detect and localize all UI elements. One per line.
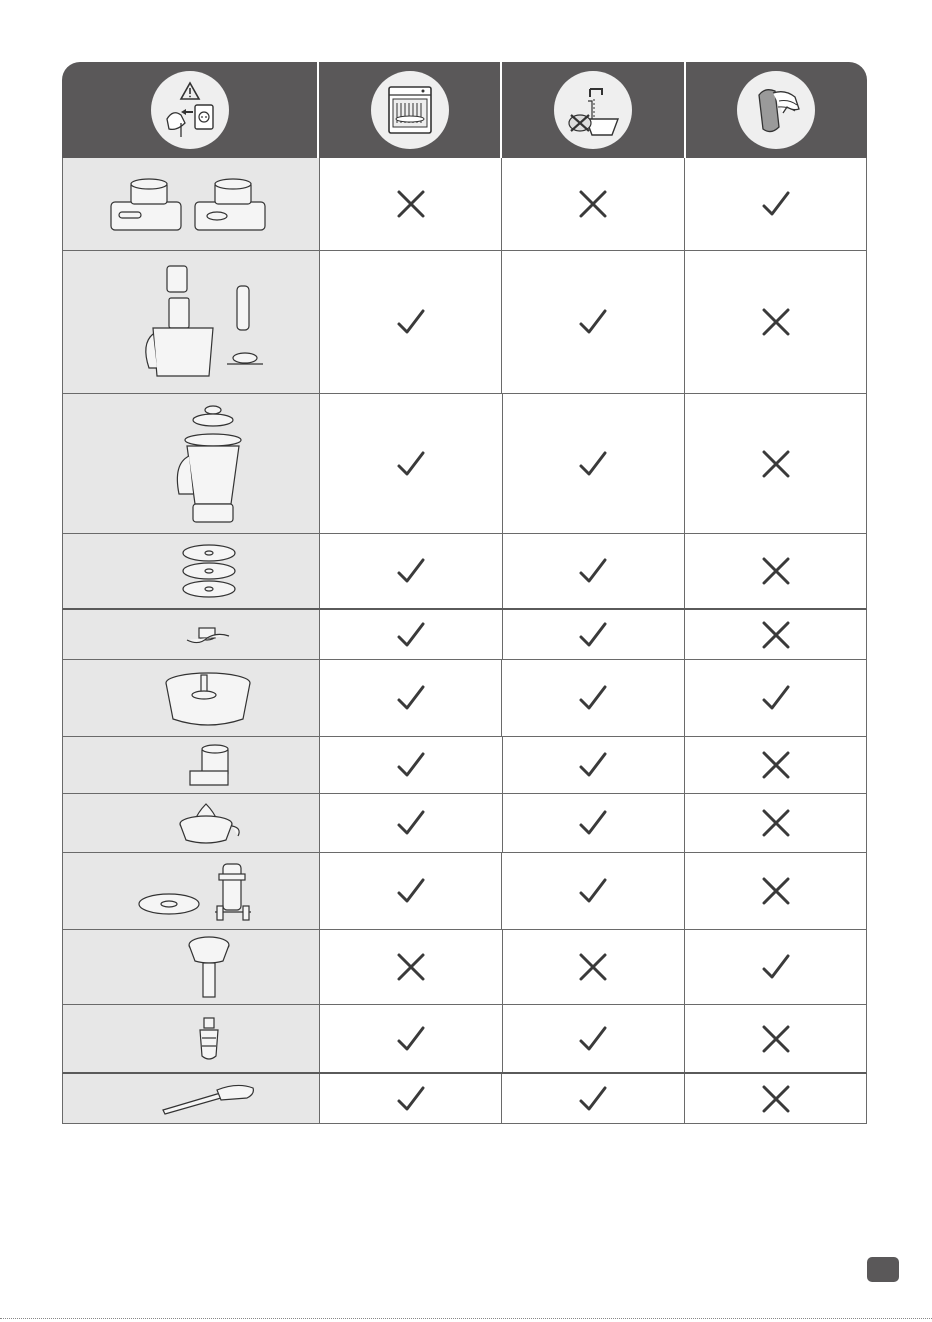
header-cell-water <box>500 62 683 158</box>
check-icon <box>576 806 610 840</box>
cell-water <box>501 853 684 929</box>
check-icon <box>576 748 610 782</box>
cell-dishwasher <box>319 930 502 1004</box>
cross-icon <box>759 554 793 588</box>
cell-dishwasher <box>319 158 502 250</box>
cell-wipe <box>684 251 866 393</box>
item-cell <box>63 394 319 533</box>
item-cell <box>63 930 319 1004</box>
blender-jug-icon <box>169 400 249 528</box>
check-icon <box>576 1082 610 1116</box>
check-icon <box>394 681 428 715</box>
check-icon <box>576 447 610 481</box>
cell-dishwasher <box>319 610 502 659</box>
check-icon <box>576 1022 610 1056</box>
page-number-badge <box>867 1257 899 1282</box>
cross-icon <box>759 618 793 652</box>
table-row <box>62 930 867 1005</box>
emulsifying-disc-icon <box>135 856 273 926</box>
table-row <box>62 534 867 610</box>
item-cell <box>63 251 319 393</box>
table-row <box>62 853 867 930</box>
check-icon <box>576 554 610 588</box>
cell-wipe <box>684 737 866 793</box>
check-icon <box>394 305 428 339</box>
cell-dishwasher <box>319 853 502 929</box>
check-icon <box>394 554 428 588</box>
check-icon <box>576 305 610 339</box>
check-icon <box>394 618 428 652</box>
wipe-cloth-icon <box>737 71 815 149</box>
chopping-blade-icon <box>181 618 237 652</box>
table-row <box>62 660 867 737</box>
check-icon <box>759 681 793 715</box>
cross-icon <box>394 187 428 221</box>
table-row <box>62 794 867 853</box>
table-row <box>62 158 867 251</box>
cell-water <box>501 660 684 736</box>
cell-water <box>502 737 685 793</box>
header-cell-wipe <box>684 62 867 158</box>
table-row <box>62 251 867 394</box>
dishwasher-icon <box>371 71 449 149</box>
cell-wipe <box>684 158 866 250</box>
cell-wipe <box>684 794 866 852</box>
kneading-hook-icon <box>192 1012 226 1066</box>
food-processor-bowl-icon <box>135 260 273 384</box>
spatula-icon <box>157 1076 261 1122</box>
check-icon <box>394 874 428 908</box>
cell-dishwasher <box>319 394 502 533</box>
cell-water <box>501 1074 684 1123</box>
table-row <box>62 394 867 534</box>
table-body <box>62 158 867 1124</box>
cell-dishwasher <box>319 660 502 736</box>
cross-icon <box>576 187 610 221</box>
cell-wipe <box>684 1005 866 1072</box>
item-cell <box>63 737 319 793</box>
no-water-immersion-icon <box>554 71 632 149</box>
cross-icon <box>759 806 793 840</box>
cell-dishwasher <box>319 794 502 852</box>
cross-icon <box>759 447 793 481</box>
check-icon <box>576 874 610 908</box>
check-icon <box>394 748 428 782</box>
unplug-warning-icon <box>151 71 229 149</box>
page-cut-line <box>0 1318 932 1319</box>
cross-icon <box>576 950 610 984</box>
cell-water <box>501 158 684 250</box>
motor-base-icon <box>101 168 273 240</box>
dough-bowl-icon <box>159 665 259 731</box>
cell-wipe <box>684 853 866 929</box>
cell-dishwasher <box>319 534 502 608</box>
cell-wipe <box>684 534 866 608</box>
cell-wipe <box>684 660 866 736</box>
cross-icon <box>759 1082 793 1116</box>
item-cell <box>63 610 319 659</box>
check-icon <box>394 1082 428 1116</box>
item-cell <box>63 794 319 852</box>
cell-wipe <box>684 610 866 659</box>
cell-dishwasher <box>319 251 502 393</box>
cell-water <box>502 930 685 1004</box>
check-icon <box>394 806 428 840</box>
cross-icon <box>759 874 793 908</box>
drive-shaft-icon <box>183 931 235 1003</box>
cell-dishwasher <box>319 1005 502 1072</box>
citrus-press-icon <box>172 796 246 850</box>
cross-icon <box>759 1022 793 1056</box>
item-cell <box>63 853 319 929</box>
item-cell <box>63 1005 319 1072</box>
item-cell <box>63 1074 319 1123</box>
header-cell-unplug <box>62 62 317 158</box>
cell-water <box>502 610 685 659</box>
table-row <box>62 1005 867 1074</box>
table-row <box>62 1074 867 1124</box>
check-icon <box>576 618 610 652</box>
check-icon <box>759 950 793 984</box>
mini-chopper-icon <box>182 739 236 791</box>
cross-icon <box>759 305 793 339</box>
item-cell <box>63 534 319 608</box>
cell-water <box>502 394 685 533</box>
cell-water <box>502 1005 685 1072</box>
check-icon <box>394 1022 428 1056</box>
cross-icon <box>759 748 793 782</box>
cell-dishwasher <box>319 737 502 793</box>
check-icon <box>759 187 793 221</box>
cell-wipe <box>684 1074 866 1123</box>
cell-wipe <box>684 394 866 533</box>
cell-water <box>502 534 685 608</box>
table-row <box>62 737 867 794</box>
table-row <box>62 610 867 660</box>
check-icon <box>576 681 610 715</box>
cell-water <box>502 794 685 852</box>
slicing-discs-icon <box>175 539 243 603</box>
cell-dishwasher <box>319 1074 502 1123</box>
header-cell-dishwasher <box>317 62 500 158</box>
item-cell <box>63 158 319 250</box>
cell-water <box>501 251 684 393</box>
table-header <box>62 62 867 158</box>
item-cell <box>63 660 319 736</box>
cell-wipe <box>684 930 866 1004</box>
check-icon <box>394 447 428 481</box>
cross-icon <box>394 950 428 984</box>
cleaning-table <box>62 62 867 1124</box>
